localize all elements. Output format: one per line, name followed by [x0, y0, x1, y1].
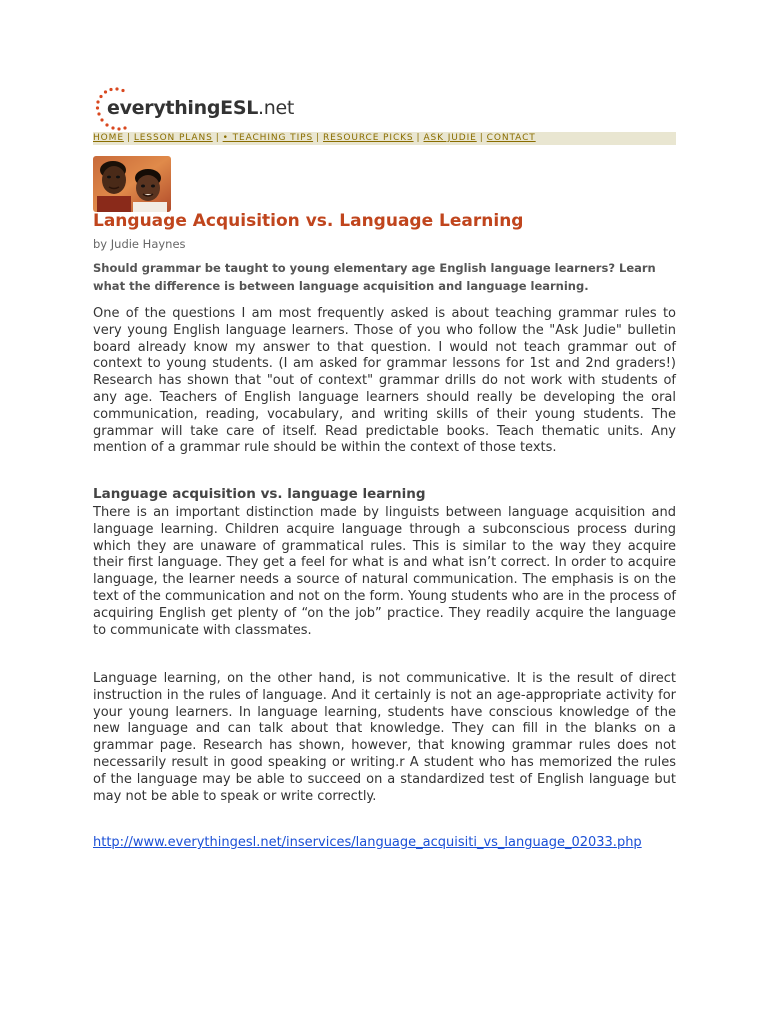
logo-word-net: .net — [258, 97, 295, 119]
nav-separator: | — [316, 133, 320, 143]
nav-lesson-plans[interactable]: LESSON PLANS — [133, 133, 213, 143]
logo-text — [107, 97, 294, 119]
article-title: Language Acquisition vs. Language Learning — [93, 211, 524, 231]
nav-contact[interactable]: CONTACT — [486, 133, 536, 143]
article-paragraph-1: One of the questions I am most frequently asked is about teaching grammar rules to very young English language learners. Those of you who follow the "Ask Judie" bulletin board already know my answer to that question. I would not teach grammar out of context to young students. (I am asked for grammar lessons for 1st and 2nd graders!) Research has shown that "out of context" grammar drills do not work with students of any age. Teachers of English language learners should really be developing the oral communication, reading, vocabulary, and writing skills of their young students. The grammar will take care of itself. Read predictable books. Teach thematic units. Any mention of a grammar rule should be within the context of those texts. — [93, 306, 676, 456]
nav-separator: | — [479, 133, 484, 143]
nav-resource-picks[interactable]: RESOURCE PICKS — [323, 133, 414, 143]
logo-word-esl: ESL — [220, 97, 259, 119]
nav-home[interactable]: HOME — [93, 133, 124, 143]
logo-word-everything: everything — [107, 97, 221, 119]
nav-separator: | — [416, 133, 421, 143]
article-paragraph-3: Language learning, on the other hand, is not communicative. It is the result of direct instruction in the rules of language. And it certainly is not an age-appropriate activity for your young learners. In language learning, students have conscious knowledge of the new language and can talk about that knowledge. They can fill in the blanks on a grammar page. Research has shown, however, that knowing grammar rules does not necessarily result in good speaking or writing.r A student who has memorized the rules of the language may be able to succeed on a standardized test of English language but may not be able to speak or write correctly. — [93, 671, 676, 804]
site-logo[interactable] — [93, 86, 313, 132]
nav-teaching-tips[interactable]: • TEACHING TIPS — [222, 133, 314, 143]
nav-separator: | — [215, 133, 220, 143]
section-heading: Language acquisition vs. language learning — [93, 486, 426, 502]
nav-ask-judie[interactable]: ASK JUDIE — [423, 133, 477, 143]
article-intro: Should grammar be taught to young elementary age English language learners? Learn what the difference is between language acquisition and language learning. — [93, 261, 656, 293]
top-navigation — [93, 132, 676, 145]
article-byline: by Judie Haynes — [93, 237, 186, 251]
article-paragraph-2: There is an important distinction made by linguists between language acquisition and language learning. Children acquire language through a subconscious process during which they are unaware of grammatical rules. This is similar to the way they acquire their first language. They get a feel for what is and what isn’t correct. In order to acquire language, the learner needs a source of natural communication. The emphasis is on the text of the communication and not on the form. Young students who are in the process of acquiring English get plenty of “on the job” practice. They readily acquire the language to communicate with classmates. — [93, 505, 676, 638]
children-photo — [93, 156, 171, 212]
source-link[interactable]: http://www.everythingesl.net/inservices/language_acquisiti_vs_language_02033.php — [93, 835, 642, 850]
nav-separator: | — [126, 133, 131, 143]
